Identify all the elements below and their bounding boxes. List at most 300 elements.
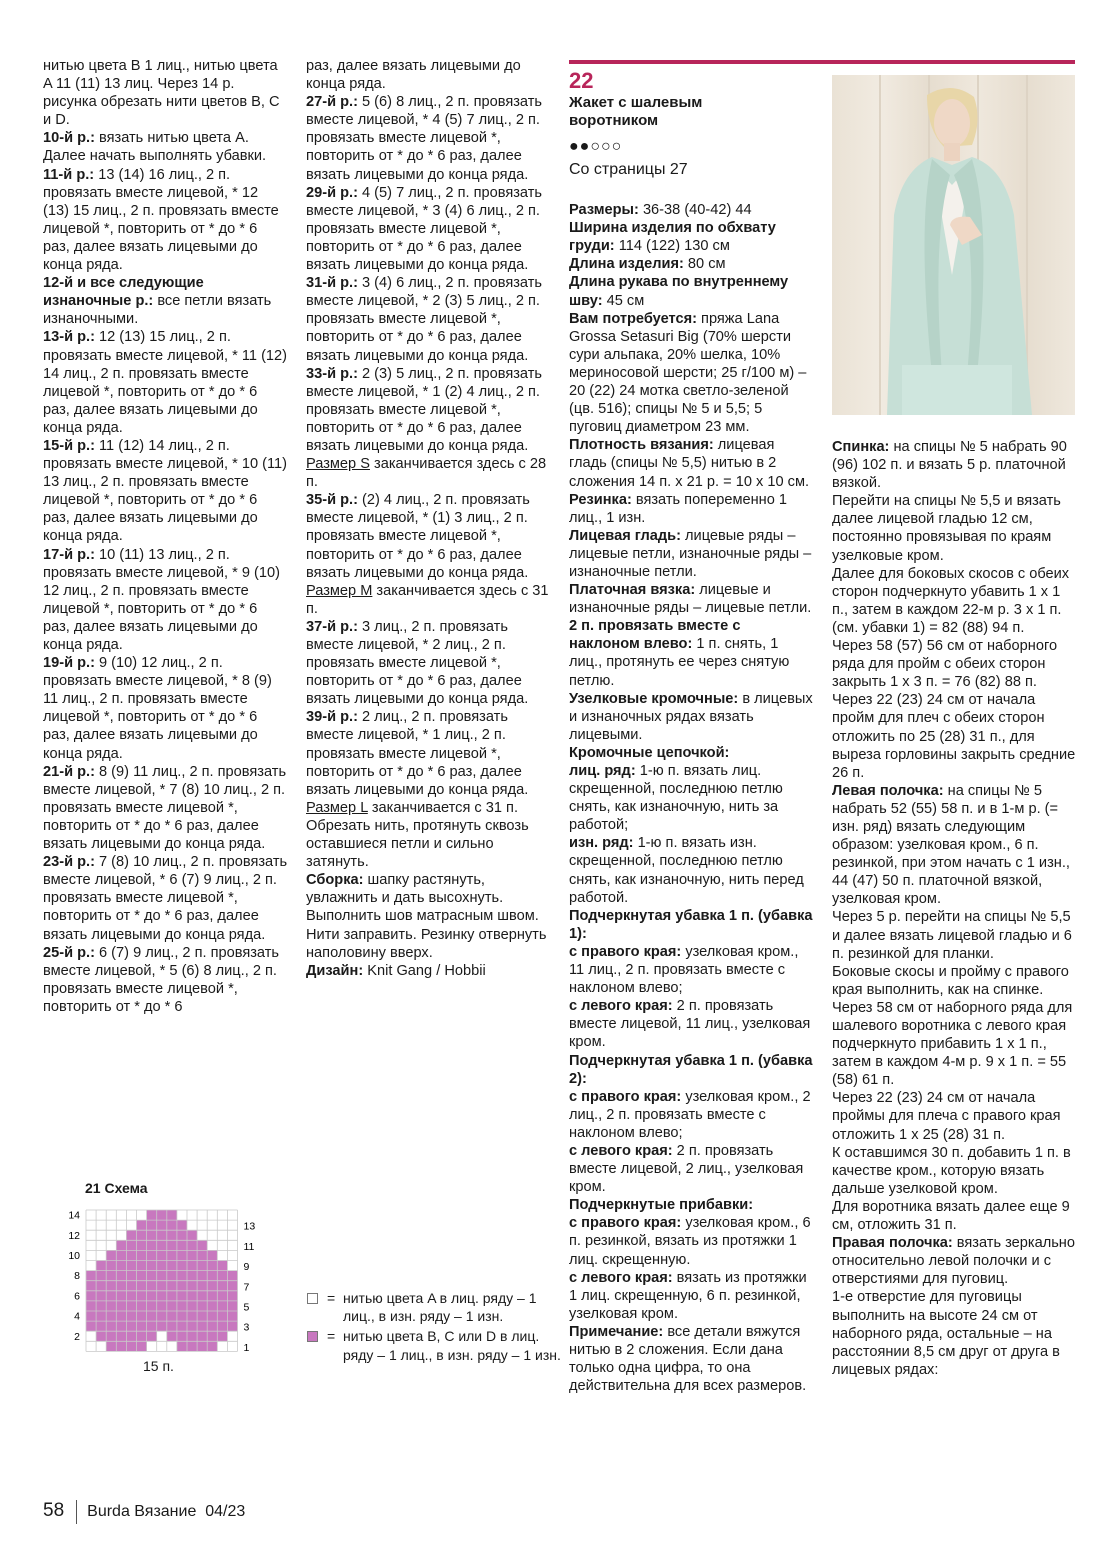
- paragraph-text: 5 (6) 8 лиц., 2 п. провязать вместе лицевой, * 4 (5) 7 лиц., 2 п. провязать вместе лицевой *, повторить от * до * 6 раз, далее вязать лицевыми до конца ряда.: [306, 94, 543, 183]
- source-page-ref: Со страницы 27: [569, 161, 688, 178]
- colored-stitch-cell: [147, 1250, 157, 1260]
- paragraph-heading: с правого края:: [569, 1088, 682, 1105]
- model-illustration: [832, 75, 1075, 415]
- row-label-left: 8: [74, 1270, 80, 1283]
- instruction-paragraph: [306, 618, 551, 708]
- colored-stitch-cell: [187, 1281, 197, 1291]
- row-label-right: 9: [243, 1261, 250, 1274]
- size-label: Размер S: [306, 456, 370, 473]
- colored-stitch-cell: [96, 1261, 106, 1271]
- instruction-paragraph: [569, 943, 814, 997]
- colored-stitch-cell: [177, 1261, 187, 1271]
- paragraph-text: 4 (5) 7 лиц., 2 п. провязать вместе лицевой, * 3 (4) 6 лиц., 2 п. провязать вместе лицевой *, повторить от * до * 6 раз, далее вязать лицевыми до конца ряда.: [306, 184, 543, 274]
- colored-stitch-cell: [227, 1301, 237, 1311]
- paragraph-heading: Плотность вязания:: [569, 437, 714, 454]
- paragraph-heading: с левого края:: [569, 998, 673, 1015]
- paragraph-text: все петли вязать изнаночными.: [43, 293, 272, 328]
- paragraph-heading: 21-й р.:: [43, 763, 95, 780]
- paragraph-heading: 2 п. провязать вместе с наклоном влево:: [569, 618, 741, 653]
- colored-stitch-cell: [187, 1321, 197, 1331]
- colored-stitch-cell: [137, 1281, 147, 1291]
- colored-stitch-cell: [157, 1301, 167, 1311]
- paragraph-text: 2 (3) 5 лиц., 2 п. провязать вместе лицевой, * 1 (2) 4 лиц., 2 п. провязать вместе лицевой *, повторить от * до * 6 раз, далее вязать лицевыми до конца ряда.: [306, 365, 543, 454]
- footer-divider: [76, 1500, 77, 1524]
- paragraph-text: Далее для боковых скосов с обеих сторон подчеркнуто убавить 1 x 1 п., затем в каждом 22-м р. 3 x 1 п. (см. убавки 1) = 82 (88) 94 п.: [832, 565, 1070, 636]
- instruction-paragraph: [43, 944, 288, 1016]
- instruction-paragraph: [306, 57, 551, 93]
- colored-stitch-cell: [157, 1250, 167, 1260]
- colored-stitch-cell: [147, 1311, 157, 1321]
- colored-stitch-cell: [187, 1250, 197, 1260]
- paragraph-heading: Подчеркнутая убавка 1 п. (убавка 2):: [569, 1052, 813, 1087]
- paragraph-text: 1 п. снять, 1 лиц., протянуть ее через снятую петлю.: [569, 636, 790, 689]
- paragraph-text: на спицы № 5 набрать 52 (55) 58 п. и в 1-м р. (= изн. ряд) вязать следующим образом: узелковая кром., 6 п. резинкой, при этом начать с 1 изн., 44 (47) 50 п. платочной вязкой, узелковая кром.: [832, 782, 1070, 908]
- paragraph-heading: Сборка:: [306, 872, 364, 889]
- colored-stitch-cell: [207, 1261, 217, 1271]
- paragraph-heading: с левого края:: [569, 1269, 673, 1286]
- paragraph-text: 8 (9) 11 лиц., 2 п. провязать вместе лицевой, * 7 (8) 10 лиц., 2 п. провязать вместе лицевой *, повторить от * до * 6 раз, далее вязать лицевыми до конца ряда.: [43, 763, 287, 853]
- instruction-paragraph: [306, 708, 551, 798]
- instruction-paragraph: [569, 744, 814, 762]
- colored-stitch-cell: [177, 1240, 187, 1250]
- instruction-paragraph: [569, 907, 814, 943]
- colored-stitch-cell: [126, 1301, 136, 1311]
- instruction-paragraph: [43, 654, 288, 763]
- paragraph-text: 13 (14) 16 лиц., 2 п. провязать вместе лицевой, * 12 (13) 15 лиц., 2 п. провязать вместе лицевой *, повторить от * до * 6 раз, далее вязать лицевыми до конца ряда.: [43, 166, 279, 274]
- colored-stitch-cell: [167, 1220, 177, 1230]
- colored-stitch-cell: [167, 1210, 177, 1220]
- colored-stitch-cell: [207, 1341, 217, 1351]
- paragraph-text: пряжа Lana Grossa Setasuri Big (70% шерсти сури альпака, 20% шелка, 10% мериносовой шерсти; 25 г/100 м) – 20 (22) 24 мотка светло-зеленой (цв. 516); спицы № 5 и 5,5; 5 пуговиц диаметром 23 мм.: [569, 310, 807, 436]
- paragraph-text: 11 (12) 14 лиц., 2 п. провязать вместе лицевой, * 10 (11) 13 лиц., 2 п. провязать вместе лицевой *, повторить от * до * 6 раз, далее вязать лицевыми до конца ряда.: [43, 437, 288, 545]
- paragraph-text: узелковая кром., 2 лиц., 2 п. провязать вместе с наклоном влево;: [569, 1088, 811, 1141]
- colored-stitch-cell: [116, 1240, 126, 1250]
- colored-stitch-cell: [177, 1311, 187, 1321]
- instruction-paragraph: [306, 93, 551, 183]
- colored-stitch-cell: [147, 1291, 157, 1301]
- colored-stitch-cell: [217, 1321, 227, 1331]
- colored-stitch-cell: [177, 1230, 187, 1240]
- paragraph-text: узелковая кром., 11 лиц., 2 п. провязать вместе с наклоном влево;: [569, 943, 799, 997]
- paragraph-text: 36-38 (40-42) 44: [638, 202, 752, 219]
- paragraph-text: 12 (13) 15 лиц., 2 п. провязать вместе лицевой, * 11 (12) 14 лиц., 2 п. провязать вместе лицевой *, повторить от * до * 6 раз, далее вязать лицевыми до конца ряда.: [43, 329, 288, 436]
- colored-stitch-cell: [197, 1250, 207, 1260]
- paragraph-heading: 13-й р.:: [43, 329, 95, 346]
- paragraph-heading: 17-й р.:: [43, 546, 95, 563]
- legend-item-color-bcd: = нитью цвета B, C или D в лиц. ряду – 1 лиц., в изн. ряду – 1 изн.: [305, 1327, 565, 1363]
- colored-stitch-cell: [147, 1240, 157, 1250]
- magazine-name: Burda Вязание: [87, 1503, 197, 1521]
- paragraph-text: Через 5 р. перейти на спицы № 5,5 и далее вязать лицевой гладью и 6 п. резинкой для планки.: [832, 909, 1072, 962]
- instruction-paragraph: [832, 1288, 1077, 1378]
- paragraph-text: Через 22 (23) 24 см от начала пройм для плеч с обеих сторон отложить по 25 (28) 31 п., для выреза горловины закрыть средние 26 п.: [832, 692, 1076, 781]
- instruction-paragraph: [569, 997, 814, 1051]
- colored-stitch-cell: [137, 1220, 147, 1230]
- paragraph-heading: 11-й р.:: [43, 166, 95, 183]
- instruction-paragraph: [569, 1088, 814, 1142]
- colored-stitch-cell: [217, 1331, 227, 1341]
- colored-stitch-cell: [137, 1240, 147, 1250]
- colored-stitch-cell: [137, 1331, 147, 1341]
- paragraph-text: заканчивается здесь с 28 п.: [306, 456, 547, 491]
- paragraph-heading: 25-й р.:: [43, 944, 95, 961]
- colored-stitch-cell: [197, 1331, 207, 1341]
- colored-stitch-cell: [197, 1311, 207, 1321]
- paragraph-text: 80 см: [683, 256, 726, 273]
- paragraph-text: Боковые скосы и пройму с правого края выполнить, как на спинке.: [832, 963, 1069, 998]
- colored-stitch-cell: [106, 1301, 116, 1311]
- row-label-right: 7: [243, 1281, 250, 1294]
- colored-stitch-cell: [147, 1220, 157, 1230]
- colored-stitch-cell: [217, 1311, 227, 1321]
- colored-stitch-cell: [227, 1311, 237, 1321]
- colored-stitch-cell: [187, 1261, 197, 1271]
- paragraph-heading: с левого края:: [569, 1142, 673, 1159]
- paragraph-heading: Кромочные цепочкой:: [569, 744, 730, 761]
- paragraph-heading: Вам потребуется:: [569, 310, 697, 327]
- colored-stitch-cell: [157, 1261, 167, 1271]
- instruction-paragraph: [43, 129, 288, 165]
- instruction-paragraph: [306, 365, 551, 492]
- instruction-paragraph: [832, 492, 1077, 564]
- colored-stitch-cell: [126, 1321, 136, 1331]
- colored-stitch-cell: [147, 1331, 157, 1341]
- paragraph-heading: Спинка:: [832, 439, 890, 455]
- legend-text-color-bcd: нитью цвета B, C или D в лиц. ряду – 1 лиц., в изн. ряду – 1 изн.: [343, 1328, 561, 1363]
- colored-stitch-cell: [116, 1321, 126, 1331]
- instruction-paragraph: [832, 438, 1077, 492]
- paragraph-heading: 33-й р.:: [306, 365, 358, 382]
- colored-stitch-cell: [187, 1331, 197, 1341]
- colored-stitch-cell: [147, 1230, 157, 1240]
- row-label-right: 1: [243, 1341, 250, 1354]
- paragraph-heading: 19-й р.:: [43, 655, 95, 672]
- paragraph-text: 1-е отверстие для пуговицы выполнить на высоте 24 см от наборного ряда, остальные – на расстоянии 8,5 см друг от друга в лицевых рядах:: [832, 1289, 1060, 1378]
- colored-stitch-cell: [177, 1321, 187, 1331]
- instruction-paragraph: [569, 1323, 814, 1395]
- colored-stitch-cell: [137, 1341, 147, 1351]
- colored-stitch-cell: [207, 1311, 217, 1321]
- text-column-3: [569, 60, 814, 1395]
- page-footer: [43, 1500, 245, 1524]
- colored-stitch-cell: [197, 1341, 207, 1351]
- instruction-paragraph: [832, 1089, 1077, 1143]
- colored-stitch-cell: [177, 1220, 187, 1230]
- paragraph-text: Через 58 (57) 56 см от наборного ряда для пройм с обеих сторон закрыть 1 x 3 п. = 76 (82) 88 п.: [832, 638, 1058, 691]
- pink-square-icon: [307, 1331, 318, 1342]
- instruction-paragraph: [832, 691, 1077, 781]
- paragraph-text: 1-ю п. вязать лиц. скрещенной, последнюю петлю снять, как изнаночную, нить за работой;: [569, 763, 783, 834]
- colored-stitch-cell: [96, 1311, 106, 1321]
- colored-stitch-cell: [167, 1291, 177, 1301]
- colored-stitch-cell: [197, 1281, 207, 1291]
- paragraph-text: Нити заправить. Резинку отвернуть наполовину вверх.: [306, 926, 547, 961]
- instruction-paragraph: [43, 274, 288, 328]
- paragraph-text: Knit Gang / Hobbii: [363, 962, 486, 979]
- paragraph-text: 1-ю п. вязать изн. скрещенной, последнюю петлю снять, как изнаночную, нить перед работой.: [569, 835, 804, 906]
- colored-stitch-cell: [116, 1291, 126, 1301]
- colored-stitch-cell: [137, 1291, 147, 1301]
- paragraph-text: шапку растянуть, увлажнить и дать высохнуть. Выполнить шов матрасным швом.: [306, 872, 539, 925]
- paragraph-heading: Платочная вязка:: [569, 582, 696, 599]
- text-column-4: [832, 438, 1077, 1379]
- instruction-paragraph: [43, 166, 288, 275]
- colored-stitch-cell: [157, 1311, 167, 1321]
- paragraph-text: в лицевых и изнаночных рядах вязать лицевыми.: [569, 690, 813, 743]
- paragraph-heading: Длина рукава по внутреннему шву:: [569, 274, 789, 309]
- colored-stitch-cell: [147, 1271, 157, 1281]
- colored-stitch-cell: [106, 1321, 116, 1331]
- colored-stitch-cell: [167, 1301, 177, 1311]
- colored-stitch-cell: [126, 1341, 136, 1351]
- colored-stitch-cell: [167, 1261, 177, 1271]
- colored-stitch-cell: [157, 1210, 167, 1220]
- instruction-paragraph: [306, 491, 551, 618]
- colored-stitch-cell: [96, 1271, 106, 1281]
- colored-stitch-cell: [227, 1281, 237, 1291]
- instruction-paragraph: [832, 565, 1077, 637]
- colored-stitch-cell: [126, 1291, 136, 1301]
- colored-stitch-cell: [157, 1321, 167, 1331]
- paragraph-text: 9 (10) 12 лиц., 2 п. провязать вместе лицевой, * 8 (9) 11 лиц., 2 п. провязать вместе лицевой *, повторить от * до * 6 раз, далее вязать лицевыми до конца ряда.: [43, 655, 272, 762]
- instruction-paragraph: [43, 437, 288, 546]
- page-number: 58: [43, 1500, 65, 1522]
- row-label-left: 4: [74, 1310, 80, 1323]
- colored-stitch-cell: [137, 1250, 147, 1260]
- paragraph-text: К оставшимся 30 п. добавить 1 п. в качестве кром., которую вязать дальше узелковой кром.: [832, 1144, 1071, 1197]
- instruction-paragraph: [832, 1144, 1077, 1198]
- chart-stitch-count: 15 п.: [143, 1358, 174, 1374]
- paragraph-text: Через 22 (23) 24 см от начала проймы для плеча с правого края отложить 1 x 25 (28) 31 п.: [832, 1090, 1061, 1143]
- colored-stitch-cell: [177, 1291, 187, 1301]
- paragraph-heading: 23-й р.:: [43, 854, 95, 871]
- paragraph-text: раз, далее вязать лицевыми до конца ряда.: [306, 58, 521, 93]
- row-label-left: 10: [68, 1249, 80, 1262]
- instruction-paragraph: [569, 219, 814, 255]
- colored-stitch-cell: [167, 1281, 177, 1291]
- pattern-number: 22: [569, 68, 594, 93]
- paragraph-text: Перейти на спицы № 5,5 и вязать далее лицевой гладью 12 см, постоянно провязывая по краям узелковые кром.: [832, 493, 1061, 564]
- colored-stitch-cell: [187, 1240, 197, 1250]
- instruction-paragraph: [832, 963, 1077, 999]
- colored-stitch-cell: [177, 1301, 187, 1311]
- paragraph-text: лицевые ряды – лицевые петли, изнаночные ряды – изнаночные петли.: [569, 527, 812, 580]
- colored-stitch-cell: [207, 1281, 217, 1291]
- instruction-paragraph: [832, 1198, 1077, 1234]
- colored-stitch-cell: [207, 1321, 217, 1331]
- paragraph-heading: с правого края:: [569, 943, 682, 960]
- row-label-right: 5: [243, 1301, 250, 1314]
- colored-stitch-cell: [167, 1311, 177, 1321]
- colored-stitch-cell: [187, 1271, 197, 1281]
- colored-stitch-cell: [116, 1311, 126, 1321]
- legend-item-color-a: = нитью цвета A в лиц. ряду – 1 лиц., в изн. ряду – 1 изн.: [305, 1289, 565, 1325]
- paragraph-heading: Размеры:: [569, 202, 639, 219]
- colored-stitch-cell: [207, 1291, 217, 1301]
- row-label-left: 2: [74, 1330, 80, 1343]
- paragraph-heading: 39-й р.:: [306, 709, 358, 726]
- colored-stitch-cell: [197, 1301, 207, 1311]
- colored-stitch-cell: [177, 1271, 187, 1281]
- paragraph-text: узелковая кром., 6 п. резинкой, вязать из протяжки 1 лиц. скрещенную.: [569, 1215, 811, 1268]
- difficulty-rating: ●●○○○: [569, 138, 623, 155]
- colored-stitch-cell: [217, 1281, 227, 1291]
- colored-stitch-cell: [126, 1261, 136, 1271]
- paragraph-heading: Подчеркнутые прибавки:: [569, 1197, 754, 1214]
- colored-stitch-cell: [106, 1291, 116, 1301]
- instruction-paragraph: [832, 908, 1077, 962]
- size-label: Размер M: [306, 582, 373, 599]
- paragraph-text: 3 (4) 6 лиц., 2 п. провязать вместе лицевой, * 2 (3) 5 лиц., 2 п. провязать вместе лицевой *, повторить от * до * 6 раз, далее вязать лицевыми до конца ряда.: [306, 275, 543, 364]
- colored-stitch-cell: [116, 1341, 126, 1351]
- colored-stitch-cell: [167, 1240, 177, 1250]
- paragraph-heading: 37-й р.:: [306, 618, 358, 635]
- instruction-paragraph: [306, 871, 551, 925]
- paragraph-text: вязать попеременно 1 лиц., 1 изн.: [569, 491, 788, 526]
- paragraph-text: 10 (11) 13 лиц., 2 п. провязать вместе лицевой, * 9 (10) 12 лиц., 2 п. провязать вместе лицевой *, повторить от * до * 6 раз, далее вязать лицевыми до конца ряда.: [43, 546, 280, 653]
- colored-stitch-cell: [227, 1271, 237, 1281]
- paragraph-heading: 27-й р.:: [306, 94, 358, 111]
- chart-legend: [305, 1289, 565, 1364]
- paragraph-text: (2) 4 лиц., 2 п. провязать вместе лицевой, * (1) 3 лиц., 2 п. провязать вместе лицевой *, повторить от * до * 6 раз, далее вязать лицевыми до конца ряда.: [306, 492, 530, 581]
- colored-stitch-cell: [106, 1331, 116, 1341]
- row-label-right: 13: [243, 1220, 256, 1233]
- colored-stitch-cell: [106, 1250, 116, 1260]
- colored-stitch-cell: [217, 1271, 227, 1281]
- colored-stitch-cell: [137, 1301, 147, 1311]
- instruction-paragraph: [832, 782, 1077, 909]
- colored-stitch-cell: [217, 1301, 227, 1311]
- colored-stitch-cell: [96, 1281, 106, 1291]
- colored-stitch-cell: [217, 1261, 227, 1271]
- colored-stitch-cell: [197, 1240, 207, 1250]
- colored-stitch-cell: [86, 1271, 96, 1281]
- heart-knitting-chart: [62, 1200, 262, 1360]
- colored-stitch-cell: [106, 1311, 116, 1321]
- instruction-paragraph: [569, 834, 814, 906]
- colored-stitch-cell: [116, 1250, 126, 1260]
- colored-stitch-cell: [157, 1291, 167, 1301]
- paragraph-text: нитью цвета B 1 лиц., нитью цвета A 11 (11) 13 лиц. Через 14 р. рисунка обрезать нити цветов B, C и D.: [43, 58, 280, 129]
- instruction-paragraph: [43, 853, 288, 943]
- instruction-paragraph: [569, 1196, 814, 1214]
- instruction-paragraph: [306, 926, 551, 962]
- paragraph-heading: Лицевая гладь:: [569, 527, 681, 544]
- instruction-paragraph: [43, 546, 288, 655]
- colored-stitch-cell: [187, 1230, 197, 1240]
- paragraph-text: 2 лиц., 2 п. провязать вместе лицевой, * 1 лиц., 2 п. провязать вместе лицевой *, повторить от * до * 6 раз, далее вязать лицевыми до конца ряда.: [306, 709, 529, 798]
- text-column-2: [306, 57, 551, 980]
- colored-stitch-cell: [187, 1341, 197, 1351]
- designer-credit: [306, 962, 551, 980]
- paragraph-text: Для воротника вязать далее еще 9 см, отложить 31 п.: [832, 1198, 1070, 1234]
- colored-stitch-cell: [207, 1331, 217, 1341]
- paragraph-heading: лиц. ряд:: [569, 763, 636, 779]
- colored-stitch-cell: [167, 1331, 177, 1341]
- paragraph-text: заканчивается здесь с 31 п.: [306, 582, 549, 617]
- paragraph-text: лицевые и изнаночные ряды – лицевые петли.: [569, 582, 812, 617]
- paragraph-text: заканчивается с 31 п. Обрезать нить, протянуть сквозь оставшиеся петли и сильно затянуть.: [306, 799, 529, 871]
- paragraph-heading: Длина изделия:: [569, 256, 684, 273]
- paragraph-heading: Узелковые кромочные:: [569, 690, 739, 707]
- paragraph-heading: Левая полочка:: [832, 782, 944, 799]
- colored-stitch-cell: [167, 1271, 177, 1281]
- colored-stitch-cell: [147, 1261, 157, 1271]
- colored-stitch-cell: [177, 1331, 187, 1341]
- row-label-left: 14: [68, 1209, 80, 1222]
- instruction-paragraph: [569, 1142, 814, 1196]
- paragraph-text: вязать из протяжки 1 лиц. скрещенную, 6 п. резинкой, узелковая кром.: [569, 1269, 807, 1322]
- colored-stitch-cell: [116, 1271, 126, 1281]
- colored-stitch-cell: [86, 1311, 96, 1321]
- instruction-paragraph: [569, 1269, 814, 1323]
- paragraph-text: 2 п. провязать вместе лицевой, 2 лиц., узелковая кром.: [569, 1142, 804, 1196]
- paragraph-text: 6 (7) 9 лиц., 2 п. провязать вместе лицевой, * 5 (6) 8 лиц., 2 п. провязать вместе лицевой *, повторить от * до * 6: [43, 944, 280, 1015]
- paragraph-text: все детали вяжутся нитью в 2 сложения. Если дана только одна цифра, то она действительна для всех размеров.: [569, 1323, 807, 1395]
- colored-stitch-cell: [96, 1331, 106, 1341]
- instruction-paragraph: [569, 491, 814, 527]
- paragraph-heading: с правого края:: [569, 1215, 682, 1232]
- instruction-paragraph: [832, 1234, 1077, 1288]
- instruction-paragraph: [569, 527, 814, 581]
- paragraph-heading: 31-й р.:: [306, 275, 358, 292]
- paragraph-text: 114 (122) 130 см: [614, 238, 730, 255]
- instruction-paragraph: [569, 762, 814, 834]
- colored-stitch-cell: [157, 1281, 167, 1291]
- instruction-paragraph: [832, 999, 1077, 1089]
- colored-stitch-cell: [106, 1281, 116, 1291]
- colored-stitch-cell: [217, 1291, 227, 1301]
- colored-stitch-cell: [147, 1301, 157, 1311]
- colored-stitch-cell: [137, 1271, 147, 1281]
- paragraph-text: 2 п. провязать вместе лицевой, 11 лиц., узелковая кром.: [569, 998, 811, 1051]
- row-label-left: 12: [68, 1229, 80, 1242]
- colored-stitch-cell: [177, 1250, 187, 1260]
- colored-stitch-cell: [116, 1301, 126, 1311]
- colored-stitch-cell: [116, 1281, 126, 1291]
- row-label-right: 11: [243, 1240, 255, 1253]
- paragraph-heading: Подчеркнутая убавка 1 п. (убавка 1):: [569, 907, 813, 942]
- colored-stitch-cell: [96, 1301, 106, 1311]
- instruction-paragraph: [569, 273, 814, 309]
- paragraph-heading: изн. ряд:: [569, 835, 634, 852]
- colored-stitch-cell: [126, 1230, 136, 1240]
- colored-stitch-cell: [157, 1230, 167, 1240]
- instruction-paragraph: [43, 763, 288, 853]
- colored-stitch-cell: [197, 1291, 207, 1301]
- instruction-paragraph: [569, 581, 814, 617]
- colored-stitch-cell: [177, 1281, 187, 1291]
- row-label-right: 3: [243, 1321, 250, 1334]
- colored-stitch-cell: [106, 1271, 116, 1281]
- colored-stitch-cell: [197, 1271, 207, 1281]
- colored-stitch-cell: [227, 1291, 237, 1301]
- instruction-paragraph: [569, 310, 814, 437]
- colored-stitch-cell: [126, 1250, 136, 1260]
- paragraph-heading: Дизайн:: [306, 962, 364, 979]
- paragraph-text: 7 (8) 10 лиц., 2 п. провязать вместе лицевой, * 6 (7) 9 лиц., 2 п. провязать вместе лицевой *, повторить от * до * 6 раз, далее вязать лицевыми до конца ряда.: [43, 854, 288, 943]
- colored-stitch-cell: [137, 1230, 147, 1240]
- colored-stitch-cell: [177, 1341, 187, 1351]
- paragraph-text: 45 см: [602, 292, 645, 309]
- colored-stitch-cell: [86, 1281, 96, 1291]
- colored-stitch-cell: [137, 1321, 147, 1331]
- colored-stitch-cell: [187, 1301, 197, 1311]
- colored-stitch-cell: [106, 1261, 116, 1271]
- colored-stitch-cell: [96, 1321, 106, 1331]
- instruction-paragraph: [569, 1214, 814, 1268]
- colored-stitch-cell: [106, 1341, 116, 1351]
